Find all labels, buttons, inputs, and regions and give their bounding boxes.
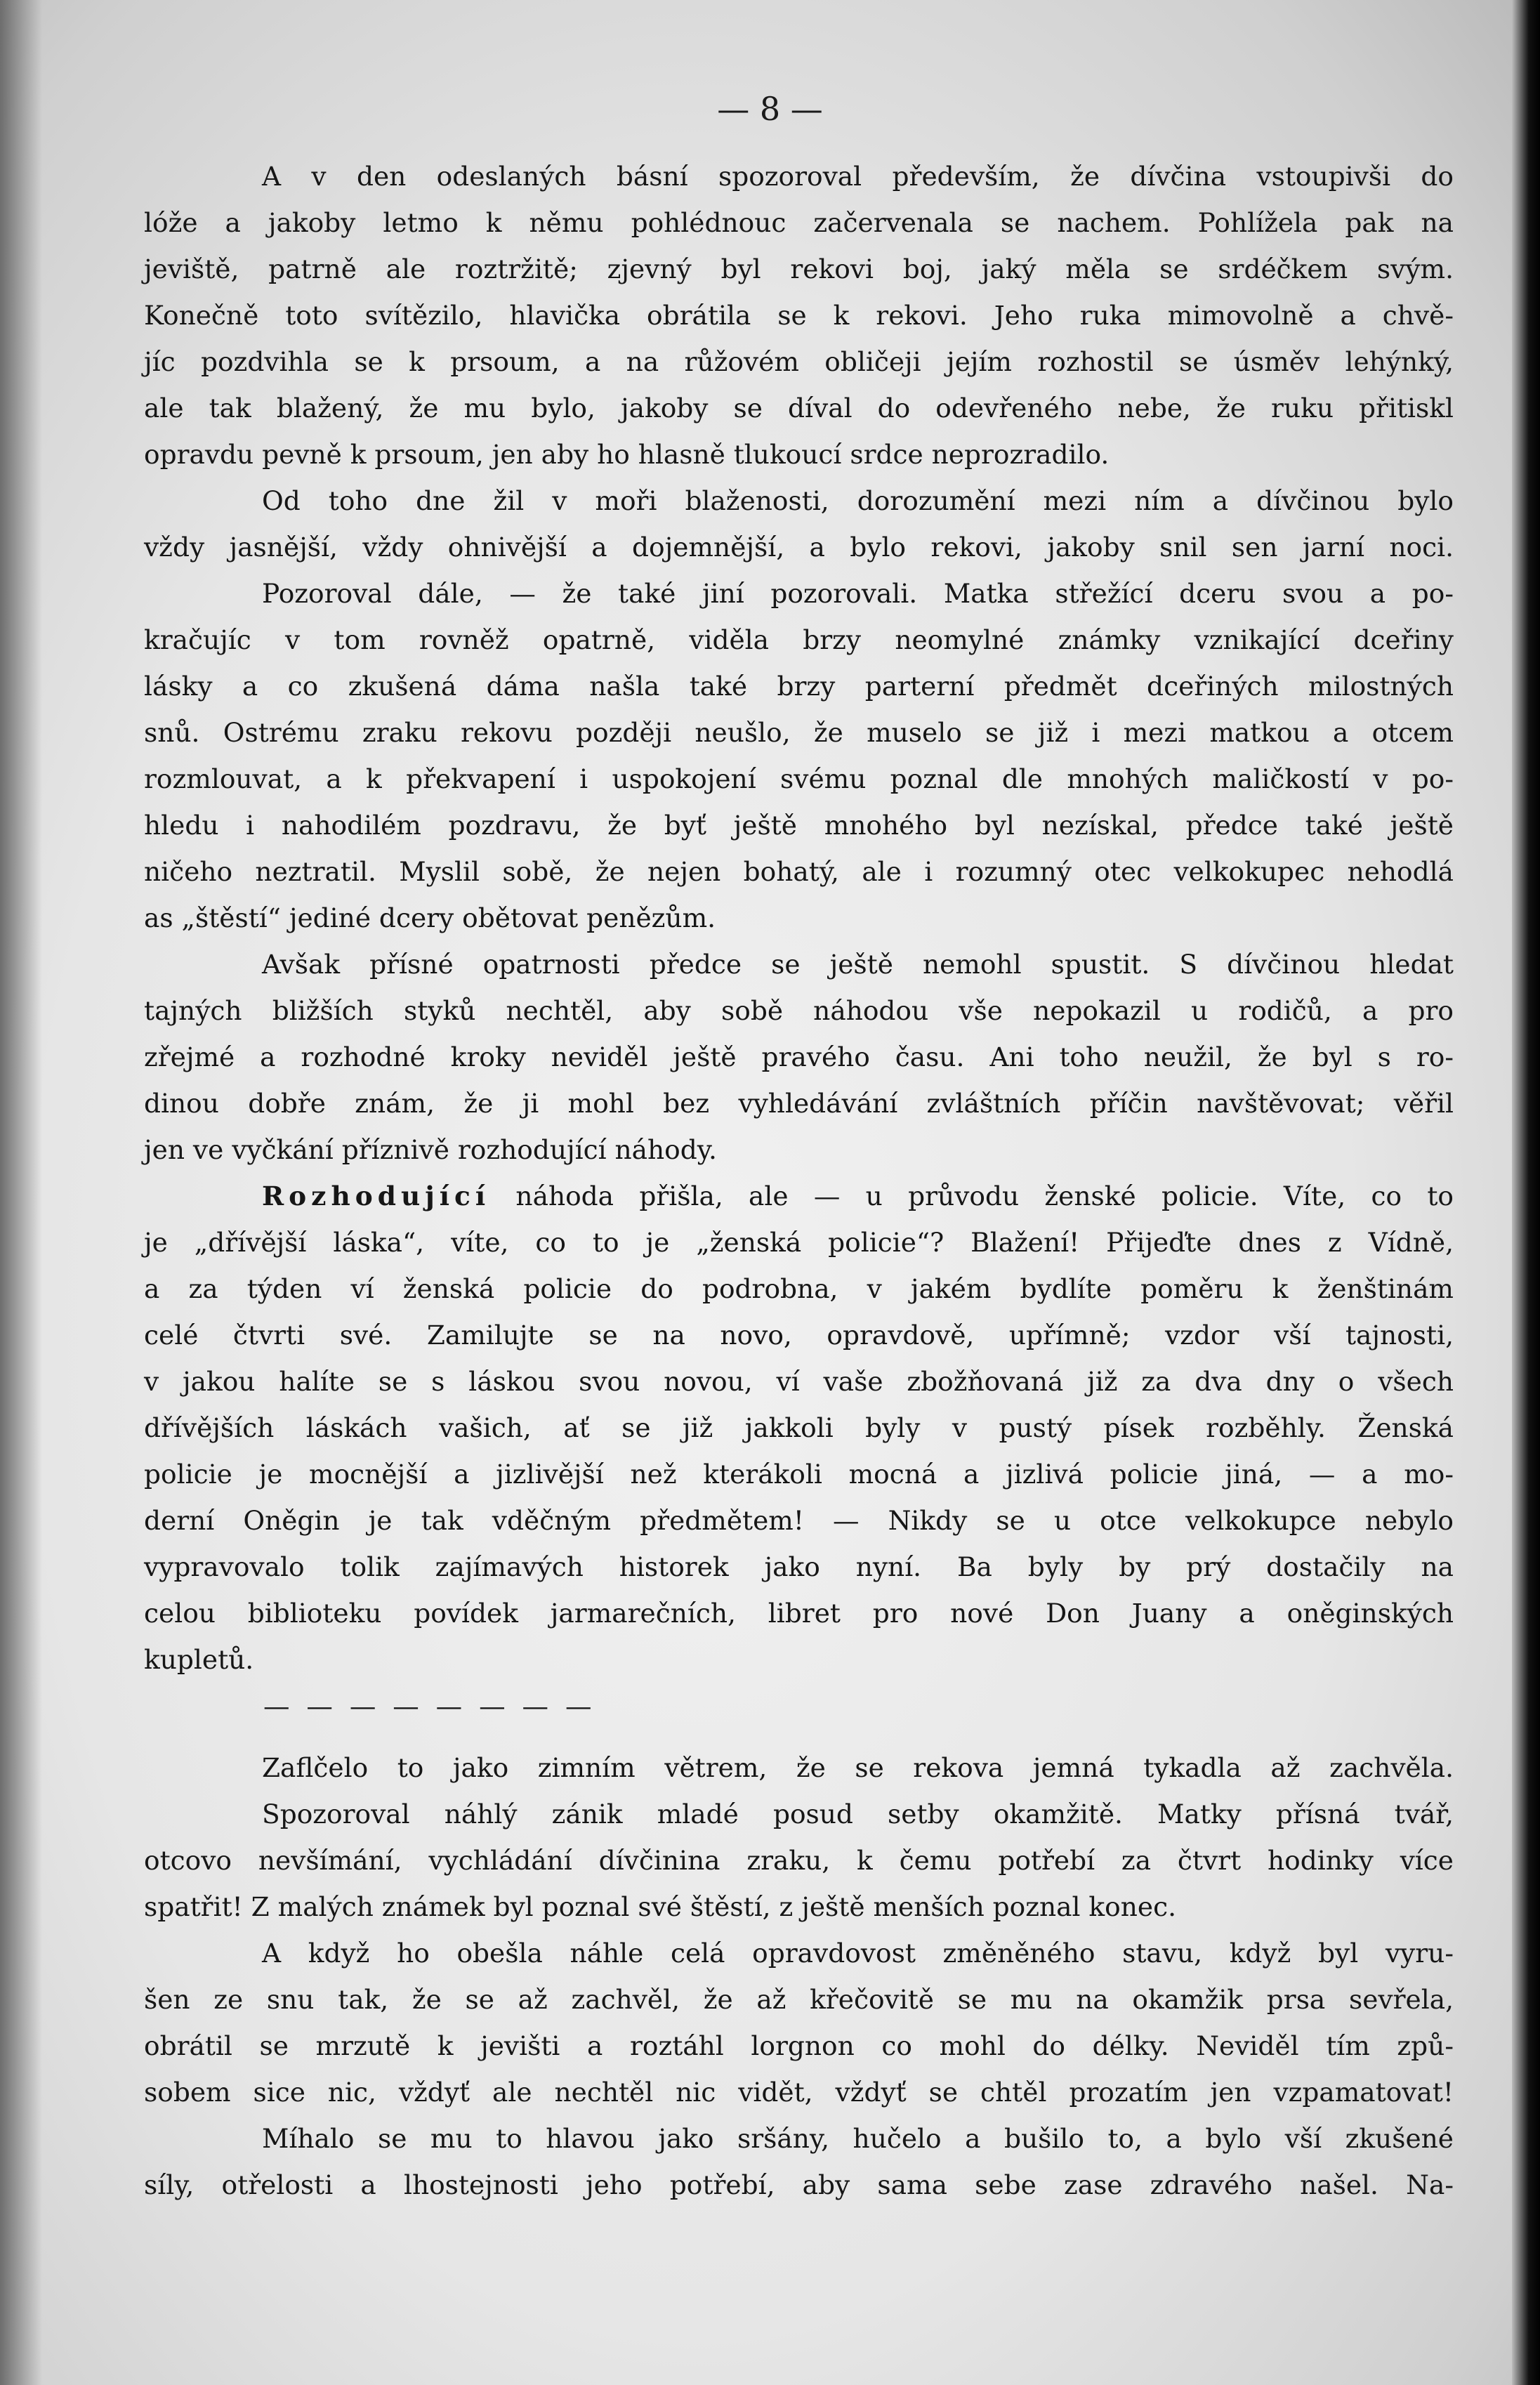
text-line: rozmlouvat, a k překvapení i uspokojení svému poznal dle mnohých maličkostí v po- bbox=[144, 763, 1454, 794]
text-line: síly, otřelosti a lhostejnosti jeho potřebí, aby sama sebe zase zdravého našel. Na- bbox=[144, 2169, 1454, 2200]
text-line: celé čtvrti své. Zamilujte se na novo, opravdově, upřímně; vzdor vší tajnosti, bbox=[144, 1320, 1454, 1351]
text-line bbox=[144, 1173, 1454, 1219]
text-line: v jakou halíte se s láskou svou novou, ví vaše zbožňovaná již za dva dny o všech bbox=[144, 1366, 1454, 1397]
body-text bbox=[144, 153, 1454, 2208]
text-line: Spozoroval náhlý zánik mladé posud setby okamžitě. Matky přísná tvář, bbox=[262, 1799, 1454, 1829]
text-line: derní Oněgin je tak vděčným předmětem! — Nikdy se u otce velkokupce nebylo bbox=[144, 1505, 1454, 1536]
text-line: vždy jasnější, vždy ohnivější a dojemnější, a bylo rekovi, jakoby snil sen jarní noci. bbox=[144, 532, 1454, 563]
emphasized-word: Rozhodující bbox=[262, 1181, 491, 1211]
text-line: vypravovalo tolik zajímavých historek jako nyní. Ba byly by prý dostačily na bbox=[144, 1551, 1454, 1582]
text-line: A když ho obešla náhle celá opravdovost změněného stavu, když byl vyru- bbox=[262, 1938, 1454, 1969]
page-number: — 8 — bbox=[717, 90, 823, 128]
text-line: kračujíc v tom rovněž opatrně, viděla brzy neomylné známky vznikající dceřiny bbox=[144, 624, 1454, 655]
text-line-rest: náhoda přišla, ale — u průvodu ženské policie. Víte, co to bbox=[490, 1181, 1454, 1211]
text-line: celou biblioteku povídek jarmarečních, libret pro nové Don Juany a oněginských bbox=[144, 1598, 1454, 1629]
text-line: dřívějších láskách vašich, ať se již jakkoli byly v pustý písek rozběhly. Ženská bbox=[144, 1412, 1454, 1443]
text-line: jen ve vyčkání příznivě rozhodující náhody. bbox=[144, 1134, 717, 1165]
text-line: hledu i nahodilém pozdravu, že byť ještě mnohého byl nezískal, předce také ještě bbox=[144, 810, 1454, 841]
text-line: lásky a co zkušená dáma našla také brzy parterní předmět dceřiných milostných bbox=[144, 671, 1454, 702]
text-line: policie je mocnější a jizlivější než kterákoli mocná a jizlivá policie jiná, — a mo- bbox=[144, 1459, 1454, 1490]
text-line: šen ze snu tak, že se až zachvěl, že až křečovitě se mu na okamžik prsa sevřela, bbox=[144, 1984, 1454, 2015]
section-gap bbox=[144, 1729, 1454, 1745]
text-line: jeviště, patrně ale roztržitě; zjevný byl rekovi boj, jaký měla se srdéčkem svým. bbox=[144, 254, 1454, 284]
text-line: Pozoroval dále, — že také jiní pozorovali. Matka střežící dceru svou a po- bbox=[262, 578, 1454, 609]
text-line: sobem sice nic, vždyť ale nechtěl nic vidět, vždyť se chtěl prozatím jen vzpamatovat! bbox=[144, 2077, 1454, 2108]
text-line: snů. Ostrému zraku rekovu později neušlo, že muselo se již i mezi matkou a otcem bbox=[144, 717, 1454, 748]
section-separator: — — — — — — — — bbox=[263, 1690, 596, 1721]
text-line: opravdu pevně k prsoum, jen aby ho hlasně tlukoucí srdce neprozradilo. bbox=[144, 439, 1110, 470]
text-line: kupletů. bbox=[144, 1644, 254, 1675]
text-line: Od toho dne žil v moři blaženosti, dorozumění mezi ním a dívčinou bylo bbox=[262, 485, 1454, 516]
text-line: Avšak přísné opatrnosti předce se ještě nemohl spustit. S dívčinou hledat bbox=[262, 949, 1454, 980]
text-line: je „dřívější láska“, víte, co to je „ženská policie“? Blažení! Přijeďte dnes z Vídně, bbox=[144, 1227, 1454, 1258]
text-line: ničeho neztratil. Myslil sobě, že nejen bohatý, ale i rozumný otec velkokupec nehodlá bbox=[144, 856, 1454, 887]
page-edge-shadow bbox=[0, 0, 42, 2385]
text-line: ale tak blažený, že mu bylo, jakoby se díval do odevřeného nebe, že ruku přitiskl bbox=[144, 393, 1454, 423]
text-line: Konečně toto svítězilo, hlavička obrátila se k rekovi. Jeho ruka mimovolně a chvě- bbox=[144, 300, 1454, 331]
text-line: lóže a jakoby letmo k němu pohlédnouc začervenala se nachem. Pohlížela pak na bbox=[144, 207, 1454, 238]
text-line: as „štěstí“ jediné dcery obětovat penězům. bbox=[144, 902, 716, 933]
text-line: Míhalo se mu to hlavou jako sršány, hučelo a bušilo to, a bylo vší zkušené bbox=[262, 2123, 1454, 2154]
text-line: A v den odeslaných básní spozoroval především, že dívčina vstoupivši do bbox=[262, 161, 1454, 192]
scan-border bbox=[1512, 0, 1540, 2385]
text-line: otcovo nevšímání, vychládání dívčinina zraku, k čemu potřebí za čtvrt hodinky více bbox=[144, 1845, 1454, 1876]
text-line: Zaflčelo to jako zimním větrem, že se rekova jemná tykadla až zachvěla. bbox=[262, 1752, 1454, 1783]
text-line: obrátil se mrzutě k jevišti a roztáhl lorgnon co mohl do délky. Neviděl tím způ- bbox=[144, 2030, 1454, 2061]
text-line: jíc pozdvihla se k prsoum, a na růžovém obličeji jejím rozhostil se úsměv lehýnký, bbox=[144, 346, 1454, 377]
text-line: zřejmé a rozhodné kroky neviděl ještě pravého času. Ani toho neužil, že byl s ro- bbox=[144, 1042, 1454, 1072]
text-line: a za týden ví ženská policie do podrobna, v jakém bydlíte poměru k ženštinám bbox=[144, 1273, 1454, 1304]
text-line: spatřit! Z malých známek byl poznal své štěstí, z ještě menších poznal konec. bbox=[144, 1891, 1176, 1922]
text-line: tajných bližších styků nechtěl, aby sobě náhodou vše nepokazil u rodičů, a pro bbox=[144, 995, 1454, 1026]
text-line: dinou dobře znám, že ji mohl bez vyhledávání zvláštních příčin navštěvovat; věřil bbox=[144, 1088, 1454, 1119]
